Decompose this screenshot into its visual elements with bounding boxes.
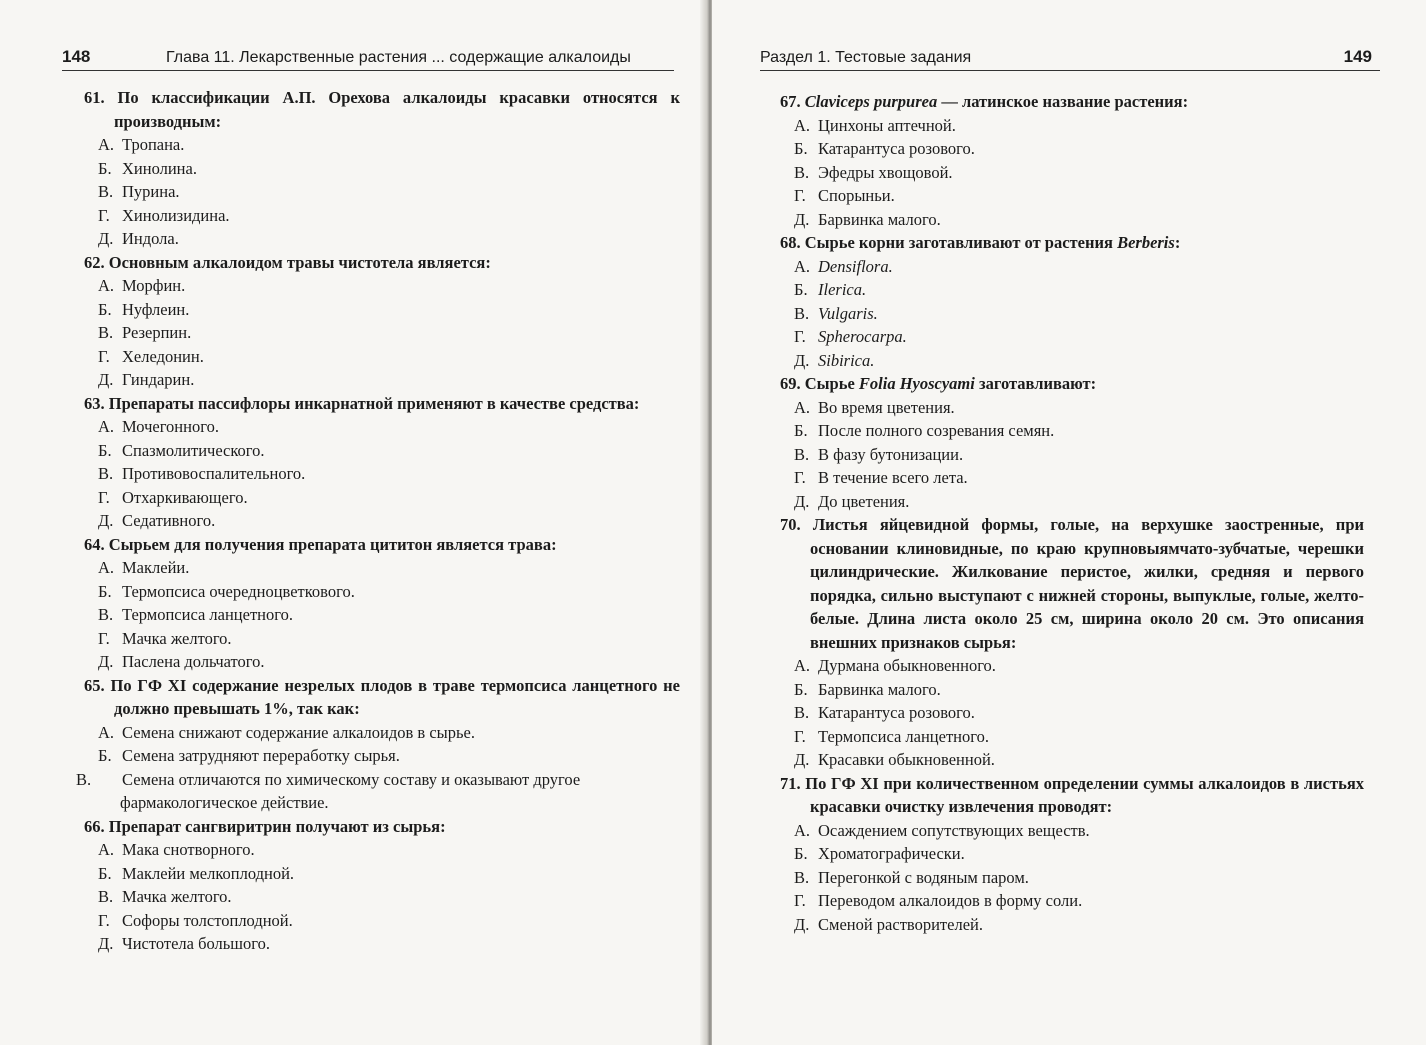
option-text: Софоры толстоплодной. <box>122 910 293 930</box>
option-letter: Д. <box>794 491 810 511</box>
option-letter: В. <box>794 303 810 323</box>
question-65 <box>76 674 681 815</box>
answer-option <box>780 678 1364 702</box>
option-letter: Д. <box>794 914 810 934</box>
question-text <box>84 86 680 133</box>
question-text <box>84 674 680 721</box>
option-letter: А. <box>98 276 115 295</box>
question-67 <box>780 90 1364 231</box>
answer-option <box>780 208 1364 232</box>
option-text: Спазмолитического. <box>122 440 265 460</box>
answer-option <box>780 325 1364 349</box>
question-text-rest: — латинское название растения: <box>937 92 1189 111</box>
option-letter: В. <box>98 182 114 201</box>
option-letter: Б. <box>98 299 112 319</box>
option-letter: В. <box>98 605 114 624</box>
question-text <box>84 251 680 275</box>
question-body: Основным алкалоидом травы чистотела является: <box>108 252 491 272</box>
option-text: Хинолина. <box>122 158 197 178</box>
answer-option <box>84 627 680 651</box>
question-text-pre: Сырье <box>804 374 859 393</box>
option-text: Термопсиса ланцетного. <box>818 726 989 746</box>
option-text: Противовоспалительного. <box>122 464 306 483</box>
option-text: Сменой растворителей. <box>818 914 983 934</box>
question-number: 62. <box>84 252 105 272</box>
option-text: Чистотела большого. <box>122 934 270 953</box>
question-text <box>84 533 680 557</box>
option-text: Паслена дольчатого. <box>122 652 265 671</box>
option-letter: В. <box>98 323 114 342</box>
option-text: До цветения. <box>818 491 910 511</box>
option-text: Морфин. <box>122 276 186 295</box>
latin-name: Folia Hyoscyami <box>858 374 975 393</box>
option-letter: Д. <box>98 229 114 248</box>
option-letter: Д. <box>98 511 114 530</box>
answer-option <box>780 466 1364 490</box>
option-text: Катарантуса розового. <box>818 703 975 722</box>
question-number: 65. <box>84 675 105 695</box>
option-text: Красавки обыкновенной. <box>818 750 995 769</box>
answer-option <box>84 204 680 228</box>
option-letter: Б. <box>794 139 808 158</box>
question-text <box>84 392 680 416</box>
question-70 <box>780 513 1364 772</box>
question-text <box>780 231 1364 255</box>
answer-option <box>780 349 1364 373</box>
answer-option <box>84 439 680 463</box>
option-letter: Б. <box>794 280 808 299</box>
answer-option <box>84 345 680 369</box>
question-62 <box>84 251 680 392</box>
option-text: Маклейи мелкоплодной. <box>122 863 295 883</box>
question-text-pre: Сырье корни заготавливают от растения <box>804 233 1118 252</box>
right-page <box>712 0 1426 1045</box>
answer-option <box>76 768 680 815</box>
answer-option <box>84 368 680 392</box>
option-letter: В. <box>794 444 810 464</box>
option-text: Семена отличаются по химическому составу и оказывают другое фармакологическое действие. <box>120 769 581 812</box>
running-title-left: Глава 11. Лекарственные растения ... содержащие алкалоиды <box>166 49 631 66</box>
running-head-left <box>62 38 674 71</box>
question-text <box>780 513 1364 654</box>
option-text: Цинхоны аптечной. <box>818 115 956 135</box>
option-letter: Г. <box>794 327 806 346</box>
answer-option <box>780 255 1364 279</box>
option-text: В фазу бутонизации. <box>818 444 964 464</box>
options-list <box>780 819 1364 937</box>
option-text: Гиндарин. <box>122 370 195 389</box>
question-body: Препарат сангвиритрин получают из сырья: <box>108 816 446 836</box>
question-number: 64. <box>84 534 105 554</box>
options-list <box>84 838 680 956</box>
option-letter: А. <box>98 840 115 859</box>
options-list <box>780 114 1364 232</box>
question-number: 68. <box>780 233 801 252</box>
option-letter: А. <box>98 722 115 742</box>
answer-option <box>84 486 680 510</box>
answer-option <box>84 885 680 909</box>
question-number: 66. <box>84 816 105 836</box>
option-text: Хроматографически. <box>818 844 965 863</box>
option-text: Во время цветения. <box>818 397 955 417</box>
left-page-content <box>76 86 681 956</box>
answer-option <box>84 274 680 298</box>
answer-option <box>84 509 680 533</box>
option-letter: А. <box>98 558 115 577</box>
option-text: Мачка желтого. <box>122 887 232 906</box>
question-text <box>84 815 680 839</box>
answer-option <box>780 114 1364 138</box>
option-letter: Б. <box>98 440 112 460</box>
option-letter: Д. <box>794 750 810 769</box>
answer-option <box>84 227 680 251</box>
option-text: Спорыньи. <box>818 186 895 205</box>
answer-option <box>84 721 680 745</box>
question-number: 69. <box>780 374 801 393</box>
option-letter: Г. <box>98 910 110 930</box>
options-list <box>780 255 1364 373</box>
option-letter: Д. <box>98 652 114 671</box>
option-letter: Г. <box>98 487 110 507</box>
question-69 <box>780 372 1364 513</box>
option-letter: Г. <box>794 468 806 487</box>
option-text: Переводом алкалоидов в форму соли. <box>818 891 1083 910</box>
answer-option <box>780 701 1364 725</box>
answer-option <box>84 909 680 933</box>
option-text: Барвинка малого. <box>818 209 941 229</box>
answer-option <box>780 654 1364 678</box>
question-71 <box>780 772 1364 937</box>
answer-option <box>780 302 1364 326</box>
option-letter: В. <box>76 769 92 789</box>
option-letter: А. <box>794 397 811 417</box>
option-text: После полного созревания семян. <box>818 421 1055 440</box>
options-list <box>84 556 680 674</box>
option-letter: А. <box>98 135 115 154</box>
option-text: Индола. <box>122 229 179 248</box>
option-text: Хинолизидина. <box>122 205 230 225</box>
question-number: 70. <box>780 515 801 534</box>
answer-option <box>780 725 1364 749</box>
option-text: Катарантуса розового. <box>818 139 975 158</box>
option-text: Хеледонин. <box>122 346 204 366</box>
answer-option <box>780 866 1364 890</box>
option-text: В течение всего лета. <box>818 468 968 487</box>
running-title-right: Раздел 1. Тестовые задания <box>760 49 972 66</box>
option-letter: Б. <box>98 158 112 178</box>
option-letter: А. <box>794 656 811 675</box>
option-text: Маклейи. <box>122 558 190 577</box>
answer-option <box>780 913 1364 937</box>
option-letter: А. <box>794 115 811 135</box>
option-text: Sibirica. <box>818 350 875 370</box>
answer-option <box>84 157 680 181</box>
option-letter: Д. <box>98 370 114 389</box>
option-text: Тропана. <box>122 135 185 154</box>
page-number-right: 149 <box>1343 47 1372 66</box>
option-letter: Г. <box>794 186 806 205</box>
option-text: Vulgaris. <box>818 303 878 323</box>
option-letter: Б. <box>794 844 808 863</box>
option-letter: Г. <box>98 205 110 225</box>
question-text <box>780 372 1364 396</box>
option-letter: Г. <box>794 891 806 910</box>
page-number-left: 148 <box>62 47 91 66</box>
option-text: Spherocarpa. <box>818 327 907 346</box>
option-text: Термопсиса очередноцветкового. <box>122 581 355 601</box>
option-text: Мачка желтого. <box>122 628 232 648</box>
option-text: Седативного. <box>122 511 216 530</box>
question-body: По ГФ XI содержание незрелых плодов в траве термопсиса ланцетного не должно превышать 1%, так как: <box>110 675 681 718</box>
option-text: Отхаркивающего. <box>122 487 248 507</box>
answer-option <box>84 932 680 956</box>
answer-option <box>780 419 1364 443</box>
answer-option <box>780 137 1364 161</box>
option-letter: В. <box>98 887 114 906</box>
answer-option <box>84 603 680 627</box>
answer-option <box>780 842 1364 866</box>
answer-option <box>84 180 680 204</box>
latin-name: Claviceps purpurea <box>804 92 938 111</box>
question-text-post: заготавливают: <box>974 374 1097 393</box>
answer-option <box>84 744 680 768</box>
option-text: Дурмана обыкновенного. <box>818 656 996 675</box>
question-body: Препараты пассифлоры инкарнатной применяют в качестве средства: <box>108 393 640 413</box>
option-letter: Г. <box>98 628 110 648</box>
option-letter: Д. <box>794 209 810 229</box>
option-letter: В. <box>794 867 810 887</box>
answer-option <box>780 161 1364 185</box>
option-text: Эфедры хвощовой. <box>818 162 953 182</box>
answer-option <box>780 748 1364 772</box>
answer-option <box>780 396 1364 420</box>
question-body: По ГФ XI при количественном определении суммы алкалоидов в листьях красавки очистку извлечения проводят: <box>805 773 1365 816</box>
answer-option <box>780 889 1364 913</box>
option-letter: В. <box>794 703 810 722</box>
answer-option <box>780 443 1364 467</box>
option-letter: Г. <box>794 726 806 746</box>
answer-option <box>84 321 680 345</box>
option-text: Резерпин. <box>122 323 192 342</box>
question-body: По классификации А.П. Орехова алкалоиды красавки относятся к производным: <box>114 88 681 131</box>
option-text: Пурина. <box>122 182 180 201</box>
option-text: Семена снижают содержание алкалоидов в сырье. <box>122 722 475 742</box>
answer-option <box>780 278 1364 302</box>
answer-option <box>84 462 680 486</box>
option-letter: Б. <box>794 679 808 699</box>
option-letter: В. <box>98 464 114 483</box>
question-number: 71. <box>780 773 801 793</box>
option-letter: В. <box>794 162 810 182</box>
answer-option <box>780 184 1364 208</box>
option-text: Нуфлеин. <box>122 299 190 319</box>
latin-name: Berberis <box>1117 233 1175 252</box>
option-letter: Б. <box>794 421 808 440</box>
option-text: Мочегонного. <box>122 417 219 436</box>
options-list <box>84 415 680 533</box>
option-letter: А. <box>98 417 115 436</box>
option-letter: Б. <box>98 581 112 601</box>
option-letter: Д. <box>794 350 810 370</box>
options-list <box>84 274 680 392</box>
answer-option <box>84 415 680 439</box>
question-64 <box>84 533 680 674</box>
question-text <box>780 90 1364 114</box>
question-number: 61. <box>84 88 105 107</box>
question-66 <box>84 815 680 956</box>
option-letter: Д. <box>98 934 114 953</box>
question-text <box>780 772 1364 819</box>
option-letter: А. <box>794 820 811 840</box>
answer-option <box>84 133 680 157</box>
question-61 <box>84 86 680 251</box>
question-63 <box>84 392 680 533</box>
options-list <box>780 396 1364 514</box>
option-text: Осаждением сопутствующих веществ. <box>818 820 1090 840</box>
answer-option <box>780 819 1364 843</box>
option-text: Перегонкой с водяным паром. <box>818 867 1029 887</box>
option-letter: Б. <box>98 746 112 765</box>
options-list <box>84 133 680 251</box>
options-list <box>76 721 680 815</box>
answer-option <box>84 862 680 886</box>
question-text-post: : <box>1174 233 1181 252</box>
option-letter: Б. <box>98 863 112 883</box>
option-text: Densiflora. <box>818 256 893 276</box>
question-body: Листья яйцевидной формы, голые, на верхушке заостренные, при основании клиновидные, по краю крупновыямчато-зубчатые, черешки цилиндрические. Жилкование перистое, жилки, средняя и первого порядка, сильно выступают с нижней стороны, выпуклые, голые, желто-белые. Длина листа около 25 см, ширина около 20 см. Это описания внешних признаков сырья: <box>810 515 1364 652</box>
answer-option <box>84 650 680 674</box>
answer-option <box>84 556 680 580</box>
question-body: Сырьем для получения препарата цититон является трава: <box>108 534 557 554</box>
right-page-content <box>780 90 1364 936</box>
question-number: 63. <box>84 393 105 413</box>
option-text: Термопсиса ланцетного. <box>122 605 293 624</box>
options-list <box>780 654 1364 772</box>
answer-option <box>84 838 680 862</box>
option-letter: А. <box>794 256 811 276</box>
answer-option <box>84 580 680 604</box>
option-text: Ilerica. <box>818 280 867 299</box>
answer-option <box>780 490 1364 514</box>
running-head-right <box>760 38 1380 71</box>
option-letter: Г. <box>98 346 110 366</box>
left-page <box>0 0 706 1045</box>
option-text: Барвинка малого. <box>818 679 941 699</box>
question-68 <box>780 231 1364 372</box>
question-number: 67. <box>780 92 801 111</box>
option-text: Семена затрудняют переработку сырья. <box>122 746 400 765</box>
option-text: Мака снотворного. <box>122 840 255 859</box>
answer-option <box>84 298 680 322</box>
